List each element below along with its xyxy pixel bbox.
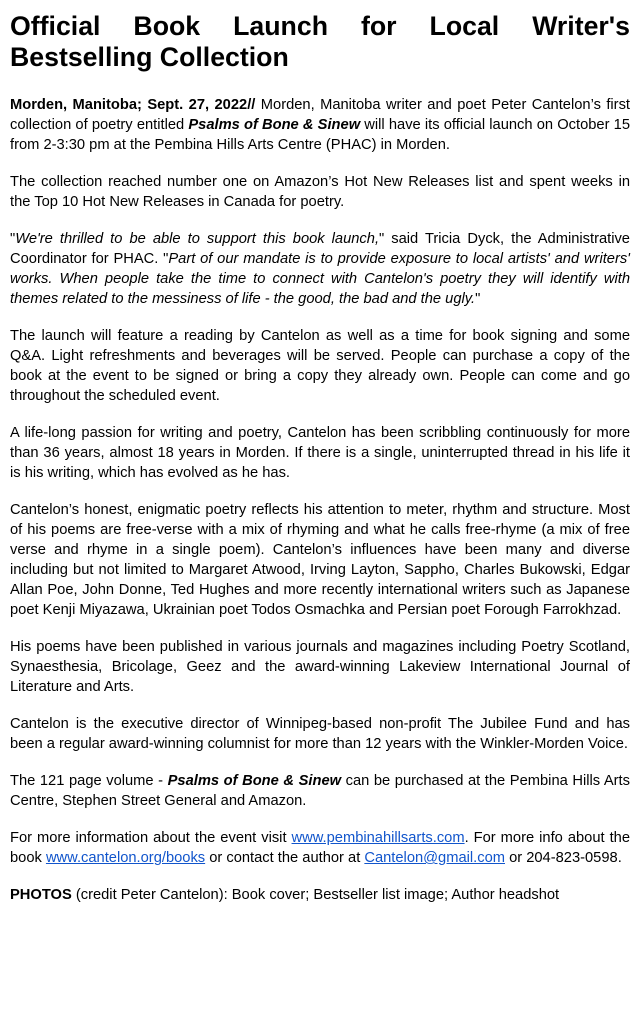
text-run: For more information about the event visit (10, 830, 292, 846)
author-email-link[interactable]: Cantelon@gmail.com (364, 850, 505, 866)
text-run: The launch will feature a reading by Cantelon as well as a time for book signing and some Q&A. Light refreshments and beverages will be served. People can purchase a copy of the book at the event to be signed or bring a copy they already own. People can come and go throughout the scheduled event. (10, 328, 630, 404)
text-run: Cantelon’s honest, enigmatic poetry reflects his attention to meter, rhythm and structure. Most of his poems are free-verse with a mix of rhyming and what he calls free-rhyme (a mix of free verse and rhyme in a single poem). Cantelon’s influences have been many and diverse including but not limited to Margaret Atwood, Irving Layton, Sappho, Charles Bukowski, Edgar Allan Poe, John Donne, Ted Hughes and more recently international writers such as Japanese poet Kenji Miyazawa, Ukrainian poet Todos Osmachka and Persian poet Forough Farrokhzad. (10, 502, 630, 618)
text-run: Morden, Manitoba; Sept. 27, 2022// (10, 97, 256, 113)
text-run: " said Tricia Dyck, the Administrative Coordinator for PHAC. " (10, 231, 630, 267)
influences-paragraph (10, 500, 630, 620)
text-run: Morden, Manitoba writer and poet Peter Cantelon’s first collection of poetry entitled (10, 97, 630, 133)
photos-paragraph (10, 885, 630, 905)
pembinahillsarts-link[interactable]: www.pembinahillsarts.com (291, 830, 465, 846)
text-run: The collection reached number one on Amazon’s Hot New Releases list and spent weeks in the Top 10 Hot New Releases in Canada for poetry. (10, 174, 630, 210)
document-title: Official Book Launch for Local Writer's Bestselling Collection (10, 11, 630, 72)
text-run: (credit Peter Cantelon): Book cover; Bestseller list image; Author headshot (71, 887, 560, 903)
purchase-paragraph (10, 771, 630, 811)
dateline-paragraph (10, 95, 630, 155)
bio-paragraph (10, 714, 630, 754)
text-run: " (475, 291, 481, 307)
text-run: We're thrilled to be able to support this book launch, (15, 231, 380, 247)
text-run: or 204-823-0598. (505, 850, 622, 866)
text-run: Part of our mandate is to provide exposure to local artists' and writers' works. When people take the time to connect with Cantelon's poetry they will identify with themes related to the messiness of life - the good, the bad and the ugly. (10, 251, 630, 307)
document-body (10, 95, 630, 905)
text-run: PHOTOS (10, 887, 72, 903)
bestseller-paragraph (10, 172, 630, 212)
text-run: A life-long passion for writing and poetry, Cantelon has been scribbling continuously for more than 36 years, almost 18 years in Morden. If there is a single, uninterrupted thread in his life it is his writing, which has evolved as he has. (10, 425, 630, 481)
text-run: His poems have been published in various journals and magazines including Poetry Scotland, Synaesthesia, Bricolage, Geez and the award-winning Lakeview International Journal of Literature and Arts. (10, 639, 630, 695)
publications-paragraph (10, 637, 630, 697)
text-run: or contact the author at (205, 850, 365, 866)
text-run: will have its official launch on October 15 from 2-3:30 pm at the Pembina Hills Arts Centre (PHAC) in Morden. (10, 117, 630, 153)
text-run: can be purchased at the Pembina Hills Arts Centre, Stephen Street General and Amazon. (10, 773, 630, 809)
text-run: " (10, 231, 16, 247)
text-run: . For more info about the book (10, 830, 630, 866)
passion-paragraph (10, 423, 630, 483)
event-details-paragraph (10, 326, 630, 406)
text-run: The 121 page volume - (10, 773, 168, 789)
text-run: Psalms of Bone & Sinew (188, 117, 361, 133)
text-run: Psalms of Bone & Sinew (167, 773, 342, 789)
cantelon-books-link[interactable]: www.cantelon.org/books (45, 850, 206, 866)
contact-paragraph (10, 828, 630, 868)
text-run: Cantelon is the executive director of Winnipeg-based non-profit The Jubilee Fund and has been a regular award-winning columnist for more than 12 years with the Winkler-Morden Voice. (10, 716, 630, 752)
quote-paragraph (10, 229, 630, 309)
